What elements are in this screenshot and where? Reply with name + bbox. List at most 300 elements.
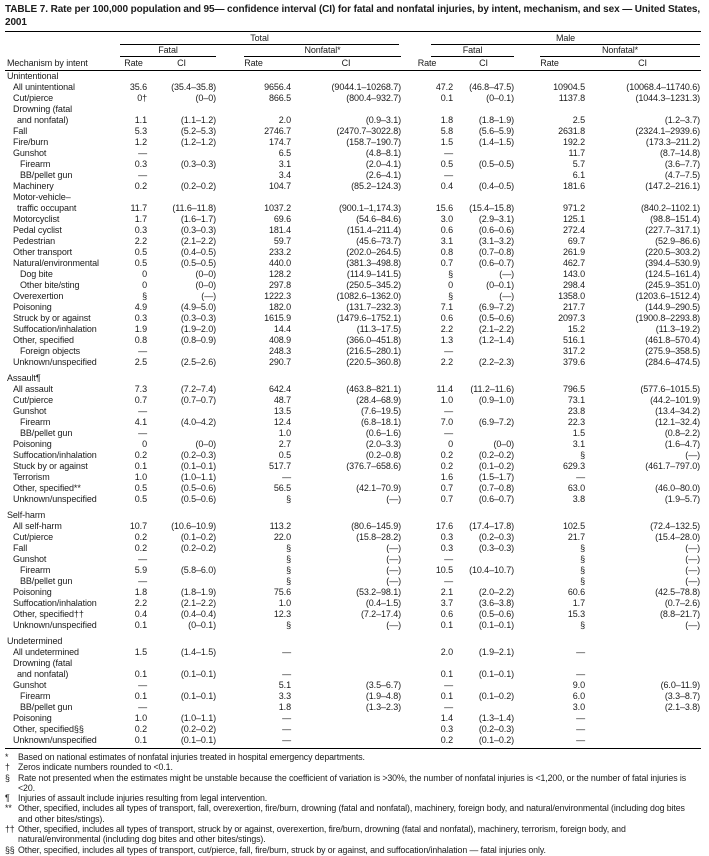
total-nonfatal-ci-cell: (80.6–145.9)	[351, 521, 401, 531]
total-nonfatal-ci-cell: (381.3–498.8)	[346, 258, 401, 268]
male-nonfatal-ci-cell: (6.0–11.9)	[660, 680, 700, 690]
mechanism-label-line1: All self-harm	[13, 521, 62, 531]
mechanism-label	[5, 620, 120, 631]
total-nonfatal-rate-cell: 5.1	[278, 680, 291, 690]
male-nonfatal-rate-cell: 3.8	[572, 494, 585, 504]
total-fatal-rate-cell: 2.2	[134, 598, 147, 608]
male-nonfatal-rate-cell: §	[580, 554, 585, 564]
table-row	[5, 247, 701, 258]
male-nonfatal-ci-cell: (275.9–358.5)	[645, 346, 700, 356]
total-fatal-rate-cell: 0.1	[134, 691, 147, 701]
mechanism-label-line1: Motorcyclist	[13, 214, 60, 224]
male-nonfatal-rate-cell: 261.9	[562, 247, 585, 257]
male-fatal-rate-cell: 5.8	[440, 126, 453, 136]
total-fatal-ci-cell: (0.5–0.6)	[180, 494, 216, 504]
total-nonfatal-ci-cell: (250.5–345.2)	[346, 280, 401, 290]
male-fatal-ci-cell: (0.2–0.2)	[478, 450, 514, 460]
total-nonfatal-ci-cell: (42.1–70.9)	[356, 483, 401, 493]
male-fatal-ci-cell: (1.3–1.4)	[478, 713, 514, 723]
total-nonfatal-rate-cell: 233.2	[268, 247, 291, 257]
male-fatal-rate-cell: 1.3	[440, 335, 453, 345]
total-fatal-ci-cell: (0.8–0.9)	[180, 335, 216, 345]
total-nonfatal-ci-cell: (1479.6–1752.1)	[336, 313, 401, 323]
table-row	[5, 159, 701, 170]
male-nonfatal-ci-cell: (461.8–570.4)	[645, 335, 700, 345]
section-header: Assault¶	[7, 373, 41, 383]
total-fatal-ci-cell: (2.1–2.2)	[180, 598, 216, 608]
table-row	[5, 724, 701, 735]
footnote-text: Other, specified, includes all types of transport, cut/pierce, fall, fire/burn, struck by or against, and suffocation/inhalation — fatal injuries only.	[18, 844, 546, 855]
mechanism-label	[5, 214, 120, 225]
mechanism-label	[5, 302, 120, 313]
male-nonfatal-ci-cell: (—)	[685, 576, 700, 586]
male-nonfatal-rate-cell: 11.7	[568, 148, 585, 158]
total-nonfatal-ci-cell: (2470.7–3022.8)	[336, 126, 401, 136]
male-nonfatal-rate-cell: —	[576, 713, 585, 723]
male-nonfatal-ci-cell: (220.5–303.2)	[645, 247, 700, 257]
total-nonfatal-ci-cell: (7.2–17.4)	[360, 609, 401, 619]
total-nonfatal-rate-cell: —	[282, 724, 291, 734]
table-row	[5, 532, 701, 543]
male-nonfatal-rate-cell: 15.2	[567, 324, 585, 334]
mechanism-label-line1: Terrorism	[13, 472, 50, 482]
male-fatal-rate-cell: 0	[448, 280, 453, 290]
total-fatal-rate-cell: 0.5	[134, 247, 147, 257]
total-fatal-ci-cell: (2.5–2.6)	[180, 357, 216, 367]
total-fatal-ci-cell: (7.2–7.4)	[180, 384, 216, 394]
total-fatal-ci-cell: (0.2–0.3)	[180, 450, 216, 460]
total-nonfatal-rate-cell: 48.7	[273, 395, 291, 405]
male-nonfatal-rate-cell: 15.3	[567, 609, 585, 619]
table-row	[5, 137, 701, 148]
total-nonfatal-ci-cell: (202.0–264.5)	[346, 247, 401, 257]
total-nonfatal-rate-cell: —	[282, 472, 291, 482]
footnote	[5, 824, 701, 845]
mechanism-label	[5, 554, 120, 565]
male-fatal-rate-cell: —	[444, 406, 453, 416]
male-nonfatal-rate-cell: 125.1	[562, 214, 585, 224]
male-nonfatal-ci-cell: (46.0–80.0)	[655, 483, 700, 493]
footnote	[5, 762, 701, 772]
total-nonfatal-rate-cell: 9656.4	[264, 82, 291, 92]
mechanism-label-line1: Firearm	[20, 691, 51, 701]
male-nonfatal-rate-cell: 22.3	[567, 417, 585, 427]
male-fatal-ci-cell: (0–0.1)	[486, 93, 514, 103]
mechanism-label	[5, 126, 120, 137]
male-fatal-ci-cell: (0.7–0.8)	[478, 247, 514, 257]
male-fatal-ci-cell: (0.1–0.2)	[478, 461, 514, 471]
mechanism-label	[5, 280, 120, 291]
mechanism-label	[5, 269, 120, 280]
table-row	[5, 148, 701, 159]
total-fatal-ci-cell: (0.2–0.2)	[180, 543, 216, 553]
mechanism-label	[5, 735, 120, 746]
mechanism-label-line1: Gunshot	[13, 680, 47, 690]
male-nonfatal-ci-cell: (840.2–1102.1)	[641, 203, 700, 213]
table-row	[5, 609, 701, 620]
table-row	[5, 170, 701, 181]
male-fatal-ci-cell: (1.5–1.7)	[478, 472, 514, 482]
total-fatal-ci-cell: (0.1–0.1)	[180, 669, 216, 679]
footnote-marker: ¶	[5, 793, 10, 804]
male-nonfatal-rate-cell: 102.5	[562, 521, 585, 531]
header-column-row	[5, 57, 701, 69]
total-fatal-ci-cell: (1.9–2.0)	[180, 324, 216, 334]
male-fatal-ci-cell: (0–0)	[493, 439, 514, 449]
male-fatal-ci-cell: (6.9–7.2)	[478, 302, 514, 312]
male-nonfatal-ci-cell: (10068.4–11740.6)	[626, 82, 700, 92]
total-fatal-rate-cell: 1.2	[134, 137, 147, 147]
male-nonfatal-rate-cell: 21.7	[567, 532, 585, 542]
male-nonfatal-ci-cell: (1044.3–1231.3)	[635, 93, 700, 103]
male-fatal-rate-cell: 0.3	[440, 543, 453, 553]
male-fatal-rate-cell: 0.6	[440, 225, 453, 235]
total-fatal-rate-cell: 0.1	[134, 669, 147, 679]
total-fatal-rate-cell: 0.8	[134, 335, 147, 345]
footnote-marker: §§	[5, 844, 15, 855]
total-fatal-ci-cell: (0.1–0.2)	[180, 532, 216, 542]
total-fatal-rate-cell: 0.5	[134, 494, 147, 504]
male-fatal-rate-cell: 3.7	[440, 598, 453, 608]
total-fatal-rate-cell: 0.3	[134, 159, 147, 169]
footnote-marker: ††	[5, 824, 15, 835]
mechanism-label-line1: Poisoning	[13, 439, 52, 449]
section-header: Unintentional	[7, 71, 59, 81]
total-fatal-rate-cell: —	[138, 148, 147, 158]
mechanism-label-line1: Suffocation/inhalation	[13, 324, 97, 334]
mechanism-label-line2: and nonfatal)	[17, 115, 69, 125]
total-fatal-rate-cell: 1.8	[134, 587, 147, 597]
male-nonfatal-rate-cell: 3.0	[572, 702, 585, 712]
total-fatal-ci-cell: (0.3–0.3)	[180, 225, 216, 235]
male-fatal-rate-cell: —	[444, 428, 453, 438]
male-nonfatal-ci-cell: (42.5–78.8)	[655, 587, 700, 597]
mechanism-label-line1: Other, specified††	[13, 609, 84, 619]
male-fatal-ci-cell: (2.1–2.2)	[478, 324, 514, 334]
male-nonfatal-ci-cell: (—)	[685, 565, 700, 575]
male-fatal-rate-cell: 0.1	[440, 691, 453, 701]
male-fatal-rate-cell: 10.5	[435, 565, 453, 575]
total-fatal-rate-cell: 0	[142, 439, 147, 449]
male-fatal-ci-cell: (0.3–0.3)	[478, 543, 514, 553]
total-fatal-ci-cell: (35.4–35.8)	[171, 82, 216, 92]
footnote-marker: §	[5, 772, 10, 783]
total-fatal-rate-cell: 0.3	[134, 313, 147, 323]
total-fatal-ci-cell: (1.6–1.7)	[180, 214, 216, 224]
table-row	[5, 346, 701, 357]
male-fatal-rate-cell: 0.1	[440, 669, 453, 679]
column-header-rate: Rate	[417, 58, 437, 68]
total-nonfatal-rate-cell: 1222.3	[264, 291, 291, 301]
mechanism-label	[5, 313, 120, 324]
mechanism-label	[5, 483, 120, 494]
male-fatal-ci-cell: (17.4–17.8)	[469, 521, 514, 531]
mechanism-label-line1: Overexertion	[13, 291, 64, 301]
mechanism-label-line1: Machinery	[13, 181, 54, 191]
group-header-total: Total	[120, 33, 399, 45]
mechanism-label	[5, 159, 120, 170]
table-row	[5, 214, 701, 225]
male-fatal-rate-cell: 0.2	[440, 735, 453, 745]
mechanism-label-line1: Other transport	[13, 247, 73, 257]
total-fatal-ci-cell: (0–0)	[195, 439, 216, 449]
mechanism-label	[5, 543, 120, 554]
total-fatal-ci-cell: (0.3–0.3)	[180, 313, 216, 323]
male-nonfatal-ci-cell: (284.6–474.5)	[645, 357, 700, 367]
male-fatal-rate-cell: 1.6	[440, 472, 453, 482]
table-bottom-rule	[5, 748, 701, 749]
total-fatal-ci-cell: (0–0)	[195, 93, 216, 103]
table-row	[5, 291, 701, 302]
total-nonfatal-rate-cell: 1.0	[278, 598, 291, 608]
table-body	[5, 71, 701, 746]
total-nonfatal-ci-cell: (—)	[386, 554, 401, 564]
total-nonfatal-rate-cell: 59.7	[273, 236, 291, 246]
male-fatal-rate-cell: 1.5	[440, 137, 453, 147]
mechanism-label	[5, 148, 120, 159]
table-row	[5, 598, 701, 609]
male-nonfatal-rate-cell: 63.0	[567, 483, 585, 493]
total-fatal-ci-cell: (0.1–0.1)	[180, 691, 216, 701]
footnote	[5, 773, 701, 794]
table-row	[5, 543, 701, 554]
mechanism-label	[5, 461, 120, 472]
male-fatal-rate-cell: 0	[448, 439, 453, 449]
mechanism-label-line1: Firearm	[20, 417, 51, 427]
mechanism-label-line1: BB/pellet gun	[20, 170, 73, 180]
male-nonfatal-rate-cell: 181.6	[562, 181, 585, 191]
table-row	[5, 461, 701, 472]
section-header: Undetermined	[7, 636, 63, 646]
total-nonfatal-rate-cell: 0.5	[278, 450, 291, 460]
total-fatal-ci-cell: (11.6–11.8)	[172, 203, 216, 213]
mechanism-label	[5, 225, 120, 236]
mechanism-label	[5, 236, 120, 247]
table-row	[5, 417, 701, 428]
mechanism-label-line1: Struck by or against	[13, 313, 91, 323]
total-fatal-rate-cell: 0.2	[134, 543, 147, 553]
mechanism-label	[5, 137, 120, 148]
total-fatal-rate-cell: 7.3	[134, 384, 147, 394]
column-header-rate: Rate	[540, 58, 559, 68]
male-nonfatal-ci-cell: (8.8–21.7)	[659, 609, 700, 619]
mechanism-label-line1: Poisoning	[13, 302, 52, 312]
footnote	[5, 803, 701, 824]
mechanism-label-line1: Cut/pierce	[13, 532, 54, 542]
total-nonfatal-ci-cell: (15.8–28.2)	[356, 532, 401, 542]
total-nonfatal-rate-cell: 14.4	[273, 324, 291, 334]
total-nonfatal-ci-cell: (54.6–84.6)	[356, 214, 401, 224]
table-row	[5, 702, 701, 713]
total-nonfatal-ci-cell: (—)	[386, 565, 401, 575]
table-row	[5, 521, 701, 532]
male-nonfatal-rate-cell: —	[576, 472, 585, 482]
total-nonfatal-ci-cell: (3.5–6.7)	[365, 680, 401, 690]
mechanism-label	[5, 702, 120, 713]
total-nonfatal-rate-cell: §	[286, 576, 291, 586]
total-nonfatal-ci-cell: (1.9–4.8)	[365, 691, 401, 701]
subheader-total-nonfatal: Nonfatal*	[244, 45, 401, 57]
table-row	[5, 647, 701, 658]
table-row	[5, 576, 701, 587]
mechanism-label-line1: Fall	[13, 543, 28, 553]
male-fatal-ci-cell: (11.2–11.6)	[470, 384, 514, 394]
total-nonfatal-ci-cell: (53.2–98.1)	[356, 587, 401, 597]
footnote	[5, 752, 701, 762]
table-row	[5, 565, 701, 576]
table-row	[5, 735, 701, 746]
total-fatal-rate-cell: 0.7	[134, 395, 147, 405]
mechanism-label-line1: Poisoning	[13, 713, 52, 723]
male-nonfatal-rate-cell: —	[576, 669, 585, 679]
mechanism-label	[5, 724, 120, 735]
mechanism-label	[5, 658, 120, 680]
total-fatal-rate-cell: 0.2	[134, 181, 147, 191]
mechanism-label-line1: Natural/environmental	[13, 258, 99, 268]
footnote-text: Other, specified, includes all types of transport, fall, overexertion, fire/burn, drowning (fatal and nonfatal), machinery, foreign body, and natural/environmental (including dog bites and other bites/stings).	[18, 803, 685, 824]
male-fatal-rate-cell: 2.1	[440, 587, 453, 597]
table-row	[5, 236, 701, 247]
total-nonfatal-ci-cell: (85.2–124.3)	[351, 181, 401, 191]
total-fatal-ci-cell: (—)	[201, 291, 216, 301]
male-nonfatal-rate-cell: 1358.0	[558, 291, 585, 301]
total-fatal-rate-cell: —	[138, 576, 147, 586]
male-fatal-rate-cell: 17.6	[435, 521, 453, 531]
male-fatal-rate-cell: 0.7	[440, 258, 453, 268]
total-nonfatal-rate-cell: 290.7	[268, 357, 291, 367]
table-row	[5, 428, 701, 439]
male-nonfatal-rate-cell: 2097.3	[558, 313, 585, 323]
male-fatal-ci-cell: (2.0–2.2)	[478, 587, 514, 597]
male-nonfatal-ci-cell: (227.7–317.1)	[645, 225, 700, 235]
table-row	[5, 280, 701, 291]
male-fatal-ci-cell: (2.2–2.3)	[478, 357, 514, 367]
footnote-marker: **	[5, 803, 12, 814]
table-row	[5, 494, 701, 505]
footnote	[5, 793, 701, 803]
male-nonfatal-ci-cell: (11.3–19.2)	[655, 324, 700, 334]
total-nonfatal-rate-cell: 6.5	[278, 148, 291, 158]
total-nonfatal-rate-cell: 517.7	[268, 461, 291, 471]
male-fatal-ci-cell: (0–0.1)	[486, 280, 514, 290]
male-fatal-ci-cell: (46.8–47.5)	[469, 82, 514, 92]
total-fatal-rate-cell: 0.1	[134, 735, 147, 745]
male-fatal-ci-cell: (0.6–0.6)	[478, 225, 514, 235]
total-fatal-ci-cell: (1.0–1.1)	[180, 713, 216, 723]
mechanism-label	[5, 450, 120, 461]
table-row	[5, 620, 701, 631]
male-fatal-ci-cell: (2.9–3.1)	[478, 214, 514, 224]
total-nonfatal-rate-cell: —	[282, 669, 291, 679]
mechanism-label-line1: Gunshot	[13, 554, 47, 564]
mechanism-label	[5, 104, 120, 126]
total-fatal-ci-cell: (5.2–5.3)	[180, 126, 216, 136]
male-fatal-rate-cell: 0.3	[440, 532, 453, 542]
mechanism-label-line1: Firearm	[20, 159, 51, 169]
table-row	[5, 713, 701, 724]
mechanism-label-line1: Cut/pierce	[13, 395, 54, 405]
male-fatal-rate-cell: 0.8	[440, 247, 453, 257]
total-fatal-ci-cell: (5.8–6.0)	[180, 565, 216, 575]
total-fatal-rate-cell: —	[138, 406, 147, 416]
total-nonfatal-ci-cell: (—)	[386, 620, 401, 630]
male-nonfatal-ci-cell: (44.2–101.9)	[650, 395, 700, 405]
mechanism-label-line2: and nonfatal)	[17, 669, 69, 679]
total-fatal-rate-cell: —	[138, 554, 147, 564]
total-nonfatal-rate-cell: 2746.7	[264, 126, 291, 136]
mechanism-label	[5, 192, 120, 214]
male-fatal-ci-cell: (10.4–10.7)	[469, 565, 514, 575]
total-fatal-ci-cell: (1.4–1.5)	[180, 647, 216, 657]
total-nonfatal-rate-cell: §	[286, 494, 291, 504]
male-fatal-rate-cell: 0.3	[440, 724, 453, 734]
total-fatal-ci-cell: (1.8–1.9)	[180, 587, 216, 597]
mechanism-label	[5, 439, 120, 450]
total-fatal-rate-cell: 0	[142, 269, 147, 279]
mechanism-label-line1: Cut/pierce	[13, 93, 54, 103]
male-fatal-ci-cell: (1.2–1.4)	[478, 335, 514, 345]
male-nonfatal-ci-cell: (147.2–216.1)	[645, 181, 700, 191]
total-fatal-ci-cell: (0.2–0.2)	[180, 724, 216, 734]
mechanism-label-line1: Other, specified	[13, 335, 74, 345]
total-nonfatal-rate-cell: §	[286, 620, 291, 630]
footnote-text: Injuries of assault include injuries resulting from legal intervention.	[18, 793, 268, 804]
total-fatal-ci-cell: (10.6–10.9)	[171, 521, 216, 531]
total-nonfatal-rate-cell: 69.6	[273, 214, 291, 224]
male-fatal-rate-cell: —	[444, 554, 453, 564]
male-nonfatal-rate-cell: 2631.8	[558, 126, 585, 136]
total-nonfatal-ci-cell: (366.0–451.8)	[346, 335, 401, 345]
mechanism-label-line1: Drowning (fatal	[13, 104, 73, 114]
footnotes	[5, 752, 701, 855]
table-row	[5, 680, 701, 691]
male-nonfatal-rate-cell: 6.0	[572, 691, 585, 701]
male-nonfatal-rate-cell: 796.5	[562, 384, 585, 394]
total-nonfatal-ci-cell: (—)	[386, 543, 401, 553]
male-fatal-ci-cell: (0.9–1.0)	[478, 395, 514, 405]
total-nonfatal-ci-cell: (2.0–3.3)	[365, 439, 401, 449]
table-row	[5, 93, 701, 104]
total-fatal-rate-cell: —	[138, 346, 147, 356]
male-fatal-rate-cell: 0.1	[440, 620, 453, 630]
total-nonfatal-ci-cell: (0.2–0.8)	[365, 450, 401, 460]
male-fatal-rate-cell: 7.1	[440, 302, 453, 312]
mechanism-label-line1: Other, specified**	[13, 483, 81, 493]
total-fatal-rate-cell: 2.5	[134, 357, 147, 367]
mechanism-label	[5, 247, 120, 258]
table-row	[5, 335, 701, 346]
male-fatal-ci-cell: (0.1–0.1)	[478, 669, 514, 679]
table-row	[5, 192, 701, 214]
male-fatal-rate-cell: 1.8	[440, 115, 453, 125]
total-fatal-rate-cell: 5.3	[134, 126, 147, 136]
mechanism-label-line1: Drowning (fatal	[13, 658, 73, 668]
mechanism-label-line1: BB/pellet gun	[20, 576, 73, 586]
male-fatal-ci-cell: (0.1–0.2)	[478, 735, 514, 745]
total-nonfatal-rate-cell: 3.1	[278, 159, 291, 169]
total-nonfatal-ci-cell: (—)	[386, 576, 401, 586]
total-nonfatal-rate-cell: 104.7	[268, 181, 291, 191]
male-nonfatal-rate-cell: 3.1	[572, 439, 585, 449]
total-fatal-rate-cell: 0.1	[134, 461, 147, 471]
total-fatal-rate-cell: 0.5	[134, 483, 147, 493]
male-nonfatal-ci-cell: (1900.8–2293.8)	[635, 313, 700, 323]
mechanism-label	[5, 598, 120, 609]
male-nonfatal-rate-cell: 2.5	[572, 115, 585, 125]
total-nonfatal-rate-cell: 642.4	[268, 384, 291, 394]
total-fatal-rate-cell: 0.5	[134, 258, 147, 268]
male-fatal-ci-cell: (6.9–7.2)	[478, 417, 514, 427]
